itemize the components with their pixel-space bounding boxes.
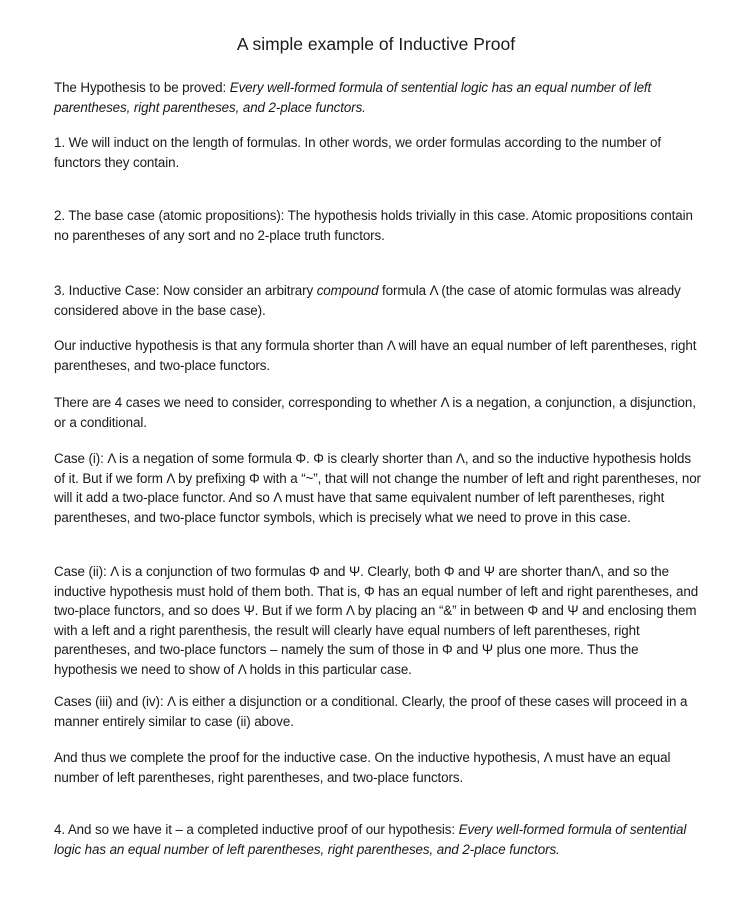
step-4-statement: Every well-formed formula of sentential logic has an equal number of left parentheses, right parentheses, and 2-place functors. <box>54 822 687 857</box>
cases-intro-paragraph: There are 4 cases we need to consider, corresponding to whether Λ is a negation, a conjunction, a disjunction, or a conditional. <box>54 395 696 430</box>
inductive-hypothesis-paragraph: Our inductive hypothesis is that any formula shorter than Λ will have an equal number of left parentheses, right parentheses, and two-place functors. <box>54 338 697 373</box>
cases-iii-iv-paragraph: Cases (iii) and (iv): Λ is either a disjunction or a conditional. Clearly, the proof of these cases will proceed in a manner entirely similar to case (ii) above. <box>54 694 688 729</box>
step-4-paragraph <box>54 820 704 859</box>
step-4-text-before: 4. And so we have it – a completed inductive proof of our hypothesis: <box>54 822 459 837</box>
inductive-conclusion-paragraph: And thus we complete the proof for the inductive case. On the inductive hypothesis, Λ must have an equal number of left parentheses, right parentheses, and two-place functors. <box>54 750 671 785</box>
step-3-text-after: formula Λ (the case of atomic formulas was already considered above in the base case). <box>54 283 681 318</box>
case-ii-paragraph: Case (ii): Λ is a conjunction of two formulas Φ and Ψ. Clearly, both Φ and Ψ are shorter thanΛ, and so the inductive hypothesis must hold of them both. That is, Φ has an equal number of left and right parentheses, and two-place functors, and so does Ψ. But if we form Λ by placing an “&” in between Φ and Ψ and enclosing them with a left and a right parenthesis, the result will clearly have equal numbers of left parentheses, right parentheses, and two-place functors – namely the sum of those in Φ and Ψ plus one more. Thus the hypothesis we need to show of Λ holds in this particular case. <box>54 564 699 677</box>
step-1-paragraph: 1. We will induct on the length of formulas. In other words, we order formulas according to the number of functors they contain. <box>54 135 662 170</box>
step-3-emphasis: compound <box>316 283 379 298</box>
step-3-text-before: 3. Inductive Case: Now consider an arbitrary <box>54 283 317 298</box>
step-2-paragraph: 2. The base case (atomic propositions): The hypothesis holds trivially in this case. Atomic propositions contain no parentheses of any sort and no 2-place truth functors. <box>54 208 693 243</box>
page-title: A simple example of Inductive Proof <box>236 34 516 54</box>
hypothesis-statement: Every well-formed formula of sentential logic has an equal number of left parentheses, right parentheses, and 2-place functors. <box>54 80 652 115</box>
case-i-paragraph: Case (i): Λ is a negation of some formula Φ. Φ is clearly shorter than Λ, and so the inductive hypothesis holds of it. But if we form Λ by prefixing Φ with a “~”, that will not change the number of left and right parentheses, nor will it add a two-place functor. And so Λ must have that same equivalent number of left parentheses, right parentheses, and two-place functor symbols, which is precisely what we need to prove in this case. <box>54 451 701 525</box>
step-3-paragraph <box>54 281 704 320</box>
hypothesis-label: The Hypothesis to be proved: <box>54 80 230 95</box>
hypothesis-paragraph <box>54 78 704 117</box>
